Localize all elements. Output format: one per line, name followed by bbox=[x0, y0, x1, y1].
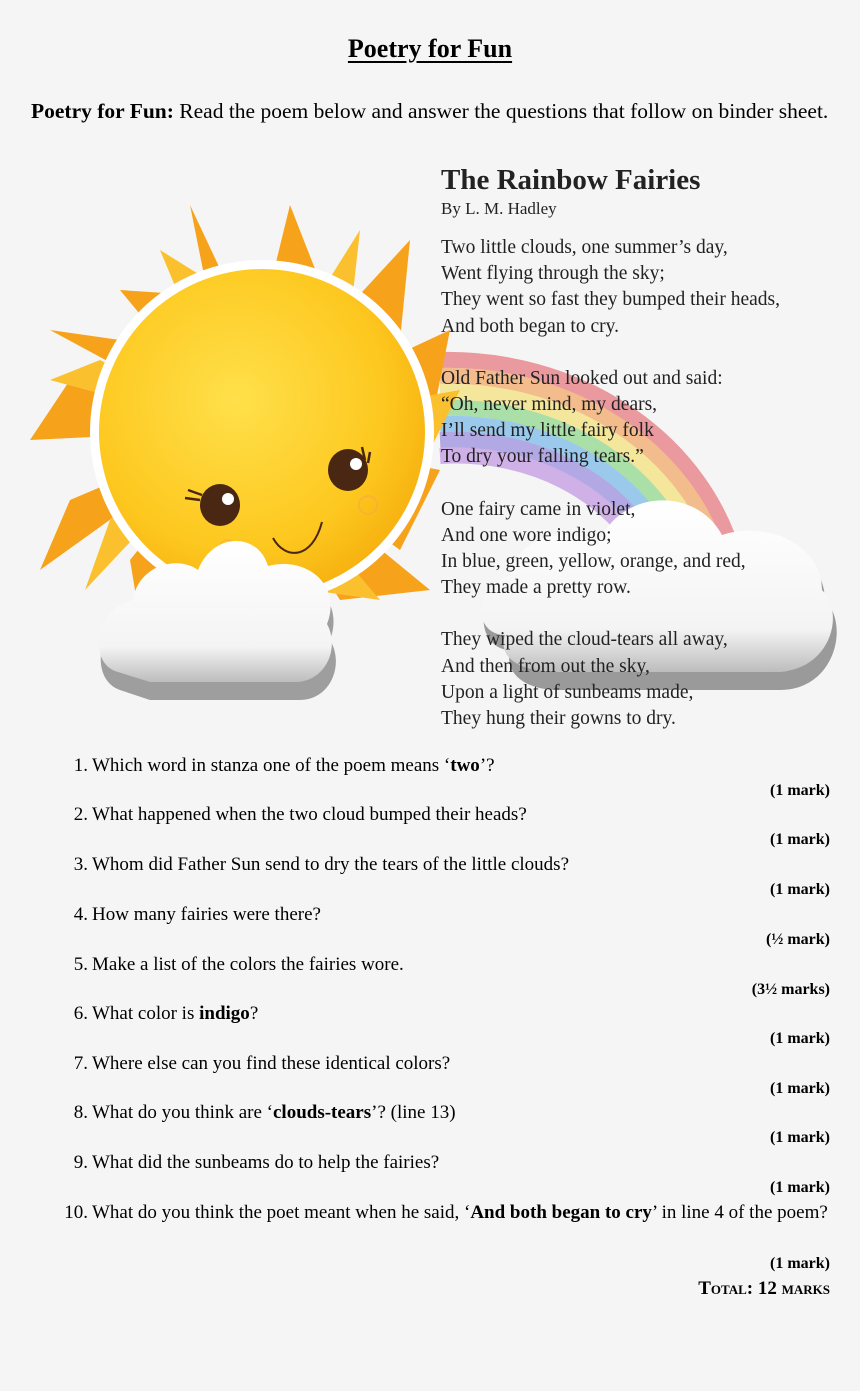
poem-line: To dry your falling tears.” bbox=[441, 446, 644, 468]
question-mark: (3½ marks) bbox=[751, 981, 830, 998]
question-number: 3. bbox=[73, 854, 88, 875]
poem-line: Went flying through the sky; bbox=[441, 263, 665, 285]
question-mark: (1 mark) bbox=[770, 1255, 830, 1272]
question-text: How many fairies were there? bbox=[92, 904, 321, 925]
question-number: 7. bbox=[73, 1053, 88, 1074]
poem-line: They made a pretty row. bbox=[441, 577, 631, 599]
poem-line: I’ll send my little fairy folk bbox=[441, 420, 654, 442]
question-number: 10. bbox=[64, 1202, 88, 1223]
question-mark: (½ mark) bbox=[766, 931, 830, 948]
instructions-text: Read the poem below and answer the questions that follow on binder sheet. bbox=[173, 99, 829, 123]
question-number: 1. bbox=[73, 755, 88, 776]
question-text: What do you think are ‘clouds-tears’? (line 13) bbox=[92, 1102, 456, 1123]
total-marks: Total: 12 marks bbox=[698, 1278, 830, 1299]
question-text: What happened when the two cloud bumped their heads? bbox=[92, 804, 527, 825]
poem-line: They went so fast they bumped their heads, bbox=[441, 289, 780, 311]
instructions-label: Poetry for Fun: bbox=[31, 99, 174, 123]
instructions bbox=[31, 95, 830, 127]
poem-line: And both began to cry. bbox=[441, 315, 619, 337]
poem-line: They wiped the cloud-tears all away, bbox=[441, 629, 728, 651]
question-text: Where else can you find these identical colors? bbox=[92, 1053, 451, 1074]
question-number: 5. bbox=[73, 954, 88, 975]
question-text: What did the sunbeams do to help the fairies? bbox=[92, 1152, 440, 1173]
poem-line: Old Father Sun looked out and said: bbox=[441, 367, 723, 389]
poem-line: And one wore indigo; bbox=[441, 524, 612, 546]
poem-line: Two little clouds, one summer’s day, bbox=[441, 237, 728, 258]
poem-line: One fairy came in violet, bbox=[441, 498, 636, 520]
poem-stanza bbox=[441, 627, 851, 732]
question-text: Make a list of the colors the fairies wore. bbox=[92, 954, 404, 975]
question-text: What color is indigo? bbox=[92, 1003, 259, 1024]
poem-line: And then from out the sky, bbox=[441, 655, 650, 677]
question-number: 9. bbox=[73, 1152, 88, 1173]
page-title: Poetry for Fun bbox=[347, 34, 513, 63]
question-mark: (1 mark) bbox=[770, 1080, 830, 1097]
question-mark: (1 mark) bbox=[770, 831, 830, 848]
poem-author: By L. M. Hadley bbox=[441, 199, 557, 218]
poem-line: “Oh, never mind, my dears, bbox=[441, 394, 658, 416]
poem-stanza bbox=[441, 235, 851, 340]
question-mark: (1 mark) bbox=[770, 1030, 830, 1047]
poem-line: Upon a light of sunbeams made, bbox=[441, 681, 694, 703]
question-text: Which word in stanza one of the poem means ‘two’? bbox=[92, 755, 495, 776]
poem-line: In blue, green, yellow, orange, and red, bbox=[441, 551, 746, 573]
question-mark: (1 mark) bbox=[770, 1129, 830, 1146]
poem-line: They hung their gowns to dry. bbox=[441, 708, 676, 730]
question-mark: (1 mark) bbox=[770, 782, 830, 799]
poem-title: The Rainbow Fairies bbox=[441, 164, 701, 196]
question-text: Whom did Father Sun send to dry the tears of the little clouds? bbox=[92, 854, 570, 875]
question-number: 8. bbox=[73, 1102, 88, 1123]
question-number: 4. bbox=[73, 904, 88, 925]
question-mark: (1 mark) bbox=[770, 881, 830, 898]
question-mark: (1 mark) bbox=[770, 1179, 830, 1196]
question-text: What do you think the poet meant when he said, ‘And both began to cry’ in line 4 of the poem? bbox=[92, 1202, 828, 1223]
question-number: 2. bbox=[73, 804, 88, 825]
question-number: 6. bbox=[73, 1003, 88, 1024]
poem bbox=[441, 163, 851, 758]
poem-stanza bbox=[441, 366, 851, 471]
poem-stanza bbox=[441, 497, 851, 602]
